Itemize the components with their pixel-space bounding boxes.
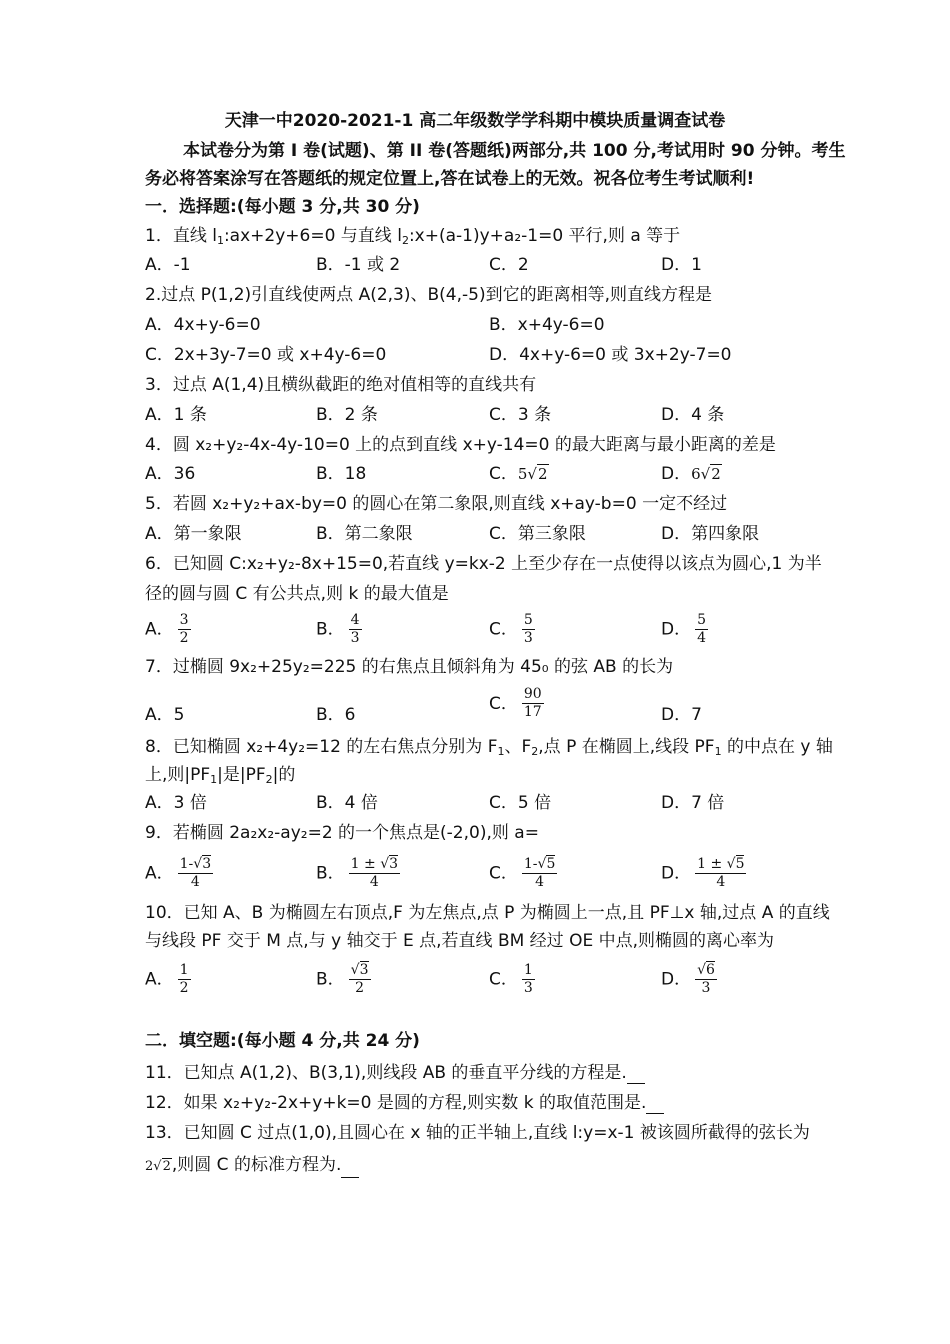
intro-line-2: 务必将答案涂写在答题纸的规定位置上,答在试卷上的无效。祝各位考生考试顺利!: [145, 169, 755, 189]
q8-option-b: B．4 倍: [316, 793, 378, 813]
q10-option-b: B． $\frac{√3}{2}$: [316, 962, 369, 996]
q8-option-d: D．7 倍: [661, 793, 725, 813]
q4-option-d: D．6√2: [661, 464, 721, 484]
q5-option-c: C．第三象限: [489, 524, 586, 544]
q6-option-a: A． $\frac{3}{2}$: [145, 612, 189, 646]
q1-option-b: B．-1 或 2: [316, 255, 401, 275]
question-13-line-1: 13．已知圆 C 过点(1,0),且圆心在 x 轴的正半轴上,直线 l:y=x-1 被该圆所截得的弦长为: [145, 1123, 810, 1143]
q2-option-a: A．4x+y-6=0: [145, 315, 261, 335]
exam-title: 天津一中2020-2021-1 高二年级数学学科期中模块质量调查试卷: [224, 111, 726, 131]
question-9: 9．若椭圆 2a₂x₂-ay₂=2 的一个焦点是(-2,0),则 a=: [145, 823, 539, 843]
q3-option-b: B．2 条: [316, 405, 378, 425]
q1-option-d: D．1: [661, 255, 702, 275]
q6-option-b: B． $\frac{4}{3}$: [316, 612, 360, 646]
section-fill-heading: 二．填空题:(每小题 4 分,共 24 分): [145, 1031, 420, 1051]
q4-option-c: C．5√2: [489, 464, 548, 484]
q4-option-a: A．36: [145, 464, 196, 484]
q10-option-a: A． $\frac{1}{2}$: [145, 962, 189, 996]
q5-option-d: D．第四象限: [661, 524, 760, 544]
question-3: 3．过点 A(1,4)且横纵截距的绝对值相等的直线共有: [145, 375, 537, 395]
q8-option-a: A．3 倍: [145, 793, 207, 813]
question-11: 11．已知点 A(1,2)、B(3,1),则线段 AB 的垂直平分线的方程是.: [145, 1062, 645, 1084]
question-6-line-1: 6．已知圆 C:x₂+y₂-8x+15=0,若直线 y=kx-2 上至少存在一点使得以该点为圆心,1 为半: [145, 554, 822, 574]
q10-option-d: D． $\frac{√6}{3}$: [661, 962, 715, 996]
q9-option-b: B． $\frac{1 \pm √3}{4}$: [316, 856, 399, 890]
question-10-line-2: 与线段 PF 交于 M 点,与 y 轴交于 E 点,若直线 BM 经过 OE 中点,则椭圆的离心率为: [145, 931, 775, 951]
question-2: 2.过点 P(1,2)引直线使两点 A(2,3)、B(4,-5)到它的距离相等,则直线方程是: [145, 285, 713, 305]
q8-option-c: C．5 倍: [489, 793, 552, 813]
q2-option-b: B．x+4y-6=0: [489, 315, 605, 335]
question-13-line-2: 2√2,则圆 C 的标准方程为.: [145, 1154, 359, 1178]
question-6-line-2: 径的圆与圆 C 有公共点,则 k 的最大值是: [145, 584, 449, 604]
q7-option-a: A．5: [145, 705, 185, 725]
q9-option-c: C． $\frac{1-√5}{4}$: [489, 856, 556, 890]
question-10-line-1: 10．已知 A、B 为椭圆左右顶点,F 为左焦点,点 P 为椭圆上一点,且 PF⊥x 轴,过点 A 的直线: [145, 903, 830, 923]
q10-option-c: C． $\frac{1}{3}$: [489, 962, 533, 996]
question-1: 1．直线 $l_1:ax+2y+6=0$ 与直线 $l_2:x+(a-1)y+a_2-1=0$ 平行,则 a 等于: [145, 226, 681, 247]
question-8-line-1: 8．已知椭圆 x₂+4y₂=12 的左右焦点分别为 $F_1$、$F_2$,点 P 在椭圆上,线段 $PF_1$ 的中点在 y 轴: [145, 737, 833, 758]
q4-option-b: B．18: [316, 464, 367, 484]
q1-option-c: C．2: [489, 255, 529, 275]
q7-option-d: D．7: [661, 705, 702, 725]
q6-option-c: C． $\frac{5}{3}$: [489, 612, 533, 646]
question-12: 12．如果 x₂+y₂-2x+y+k=0 是圆的方程,则实数 k 的取值范围是.: [145, 1092, 664, 1114]
q9-option-a: A． $\frac{1-√3}{4}$: [145, 856, 212, 890]
q6-option-d: D． $\frac{5}{4}$: [661, 612, 707, 646]
question-5: 5．若圆 x₂+y₂+ax-by=0 的圆心在第二象限,则直线 x+ay-b=0 一定不经过: [145, 494, 728, 514]
q3-option-a: A．1 条: [145, 405, 207, 425]
q5-option-b: B．第二象限: [316, 524, 413, 544]
q7-option-c: C． $\frac{90}{17}$: [489, 686, 542, 720]
q12-answer-blank[interactable]: [646, 1097, 664, 1114]
q5-option-a: A．第一象限: [145, 524, 242, 544]
q3-option-d: D．4 条: [661, 405, 725, 425]
q2-option-d: D．4x+y-6=0 或 3x+2y-7=0: [489, 345, 732, 365]
question-4: 4．圆 x₂+y₂-4x-4y-10=0 上的点到直线 x+y-14=0 的最大距离与最小距离的差是: [145, 435, 776, 455]
question-7: 7．过椭圆 9x₂+25y₂=225 的右焦点且倾斜角为 45₀ 的弦 AB 的长为: [145, 657, 674, 677]
q3-option-c: C．3 条: [489, 405, 552, 425]
q9-option-d: D． $\frac{1 \pm √5}{4}$: [661, 856, 745, 890]
q2-option-c: C．2x+3y-7=0 或 x+4y-6=0: [145, 345, 387, 365]
q13-answer-blank[interactable]: [341, 1161, 359, 1178]
q1-option-a: A．-1: [145, 255, 191, 275]
section-choice-heading: 一．选择题:(每小题 3 分,共 30 分): [145, 197, 420, 217]
intro-line-1: 本试卷分为第 I 卷(试题)、第 II 卷(答题纸)两部分,共 100 分,考试用时 90 分钟。考生: [183, 141, 846, 161]
q11-answer-blank[interactable]: [627, 1067, 645, 1084]
question-8-line-2: 上,则$|PF_1|$是$|PF_2|$的: [145, 765, 296, 786]
q7-option-b: B．6: [316, 705, 356, 725]
